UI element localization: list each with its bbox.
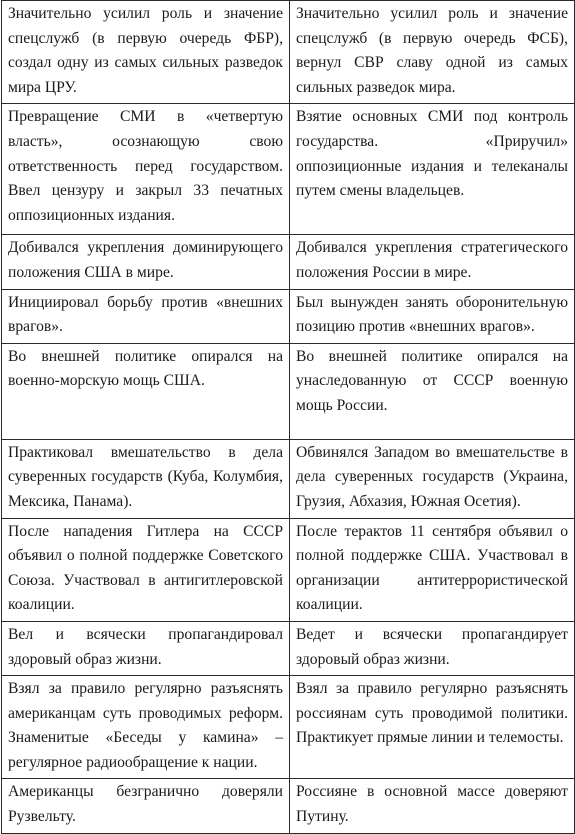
- right-cell: Россияне в основной массе доверяют Путину.: [290, 779, 575, 833]
- right-cell: Во внешней политике опирался на унаследованную от СССР военную мощь России.: [290, 343, 575, 439]
- right-cell: Добивался укрепления стратегического положения России в мире.: [290, 235, 575, 289]
- table-row: [2, 1, 575, 104]
- left-cell: Во внешней политике опирался на военно-морскую мощь США.: [2, 343, 290, 439]
- table-row: [2, 235, 575, 289]
- left-cell: Добивался укрепления доминирующего положения США в мире.: [2, 235, 290, 289]
- right-cell: Взял за правило регулярно разъяснять россиянам суть проводимой политики. Практикует прямые линии и телемосты.: [290, 676, 575, 779]
- right-cell: Ведет и всячески пропагандирует здоровый образ жизни.: [290, 621, 575, 675]
- right-cell: После терактов 11 сентября объявил о полной поддержке США. Участвовал в организации антитеррористической коалиции.: [290, 518, 575, 621]
- left-cell: Инициировал борьбу против «внешних врагов».: [2, 289, 290, 343]
- left-cell: Практиковал вмешательство в дела суверенных государств (Куба, Колумбия, Мексика, Панама).: [2, 439, 290, 518]
- table-row: [2, 289, 575, 343]
- left-cell: Американцы безгранично доверяли Рузвельту.: [2, 779, 290, 833]
- left-cell: Вел и всячески пропагандировал здоровый образ жизни.: [2, 621, 290, 675]
- comparison-table-body: [2, 1, 575, 834]
- left-cell: После нападения Гитлера на СССР объявил о полной поддержке Советского Союза. Участвовал в антигитлеровской коалиции.: [2, 518, 290, 621]
- left-cell: Значительно усилил роль и значение спецслужб (в первую очередь ФБР), создал одну из самых сильных разведок мира ЦРУ.: [2, 1, 290, 104]
- table-row: [2, 518, 575, 621]
- left-cell: Взял за правило регулярно разъяснять американцам суть проводимых реформ. Знаменитые «Беседы у камина» – регулярное радиообращение к нации.: [2, 676, 290, 779]
- right-cell: Обвинялся Западом во вмешательстве в дела суверенных государств (Украина, Грузия, Абхазия, Южная Осетия).: [290, 439, 575, 518]
- table-row: [2, 676, 575, 779]
- right-cell: Был вынужден занять оборонительную позицию против «внешних врагов».: [290, 289, 575, 343]
- table-row: [2, 621, 575, 675]
- left-cell: Превращение СМИ в «четвертую власть», осознающую свою ответственность перед государством. Ввел цензуру и закрыл 33 печатных оппозиционных издания.: [2, 104, 290, 235]
- table-row: [2, 439, 575, 518]
- table-row: [2, 104, 575, 235]
- right-cell: Взятие основных СМИ под контроль государства. «Приручил» оппозиционные издания и телеканалы путем смены владельцев.: [290, 104, 575, 235]
- comparison-table: [1, 0, 575, 834]
- table-row: [2, 779, 575, 833]
- right-cell: Значительно усилил роль и значение спецслужб (в первую очередь ФСБ), вернул СВР славу одной из самых сильных разведок мира.: [290, 1, 575, 104]
- table-row: [2, 343, 575, 439]
